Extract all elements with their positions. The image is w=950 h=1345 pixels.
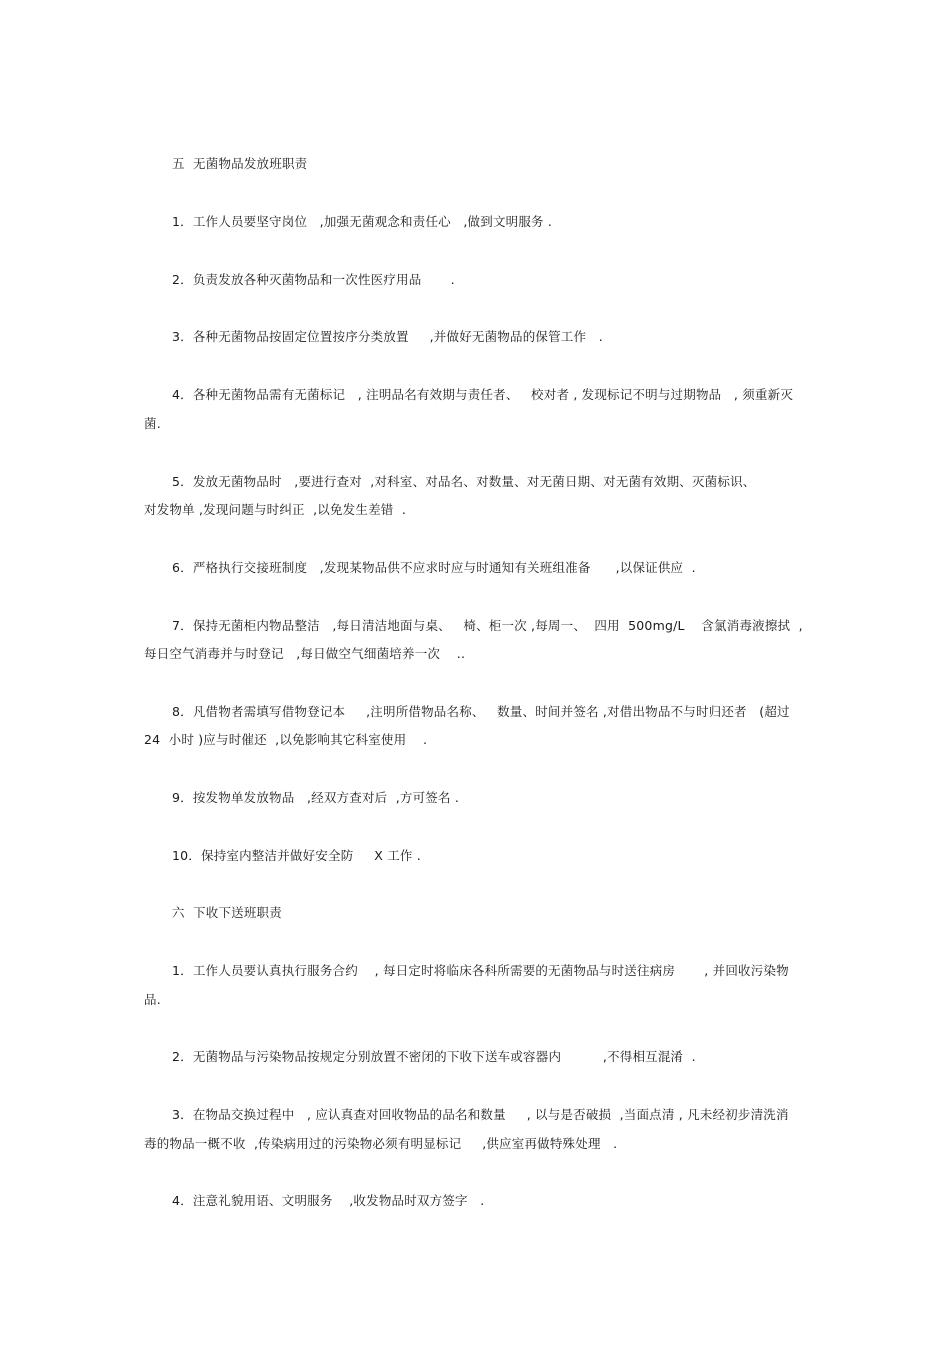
section-heading-6: 六 下收下送班职责 <box>172 905 282 920</box>
paragraph-line: 24 小时 )应与时催还 ,以免影响其它科室使用 . <box>144 732 428 747</box>
paragraph-line: 8．凡借物者需填写借物登记本 ,注明所借物品名称、 数量、时间并签名 ,对借出物品不与时归还者 (超过 <box>172 704 790 719</box>
paragraph-line: 3．在物品交换过程中 , 应认真查对回收物品的品名和数量 , 以与是否破损 ,当面点清 , 凡未经初步清洗消 <box>172 1107 789 1122</box>
paragraph-line: 对发物单 ,发现问题与时纠正 ,以免发生差错 . <box>144 502 406 517</box>
paragraph-line: 4．注意礼貌用语、文明服务 ,收发物品时双方签字 . <box>172 1193 485 1208</box>
paragraph-line: 10．保持室内整洁并做好安全防 X 工作 . <box>172 848 421 863</box>
paragraph-line: 菌. <box>144 416 161 431</box>
paragraph-line: 4．各种无菌物品需有无菌标记 , 注明品名有效期与责任者、 校对者 , 发现标记不明与过期物品 , 须重新灭 <box>172 387 794 402</box>
section-heading-5: 五 无菌物品发放班职责 <box>172 156 308 171</box>
paragraph-line: 9．按发物单发放物品 ,经双方查对后 ,方可签名 . <box>172 790 460 805</box>
paragraph-line: 品. <box>144 992 161 1007</box>
paragraph-line: 1．工作人员要认真执行服务合约 , 每日定时将临床各科所需要的无菌物品与时送往病房 , 并回收污染物 <box>172 963 789 978</box>
paragraph-line: 5．发放无菌物品时 ,要进行查对 ,对科室、对品名、对数量、对无菌日期、对无菌有效期、灭菌标识、 <box>172 474 756 489</box>
paragraph-line: 毒的物品一概不收 ,传染病用过的污染物必须有明显标记 ,供应室再做特殊处理 . <box>144 1136 618 1151</box>
paragraph-line: 3．各种无菌物品按固定位置按序分类放置 ,并做好无菌物品的保管工作 . <box>172 329 603 344</box>
paragraph-line: 每日空气消毒并与时登记 ,每日做空气细菌培养一次 .. <box>144 646 466 661</box>
paragraph-line: 2．负责发放各种灭菌物品和一次性医疗用品 . <box>172 272 455 287</box>
paragraph-line: 6．严格执行交接班制度 ,发现某物品供不应求时应与时通知有关班组准备 ,以保证供应 . <box>172 560 696 575</box>
paragraph-line: 1．工作人员要坚守岗位 ,加强无菌观念和责任心 ,做到文明服务 . <box>172 214 553 229</box>
paragraph-line: 2．无菌物品与污染物品按规定分别放置不密闭的下收下送车或容器内 ,不得相互混淆 . <box>172 1049 696 1064</box>
paragraph-line: 7．保持无菌柜内物品整洁 ,每日清洁地面与桌、 椅、柜一次 ,每周一、 四用 500mg/L 含氯消毒液擦拭 , <box>172 618 803 633</box>
